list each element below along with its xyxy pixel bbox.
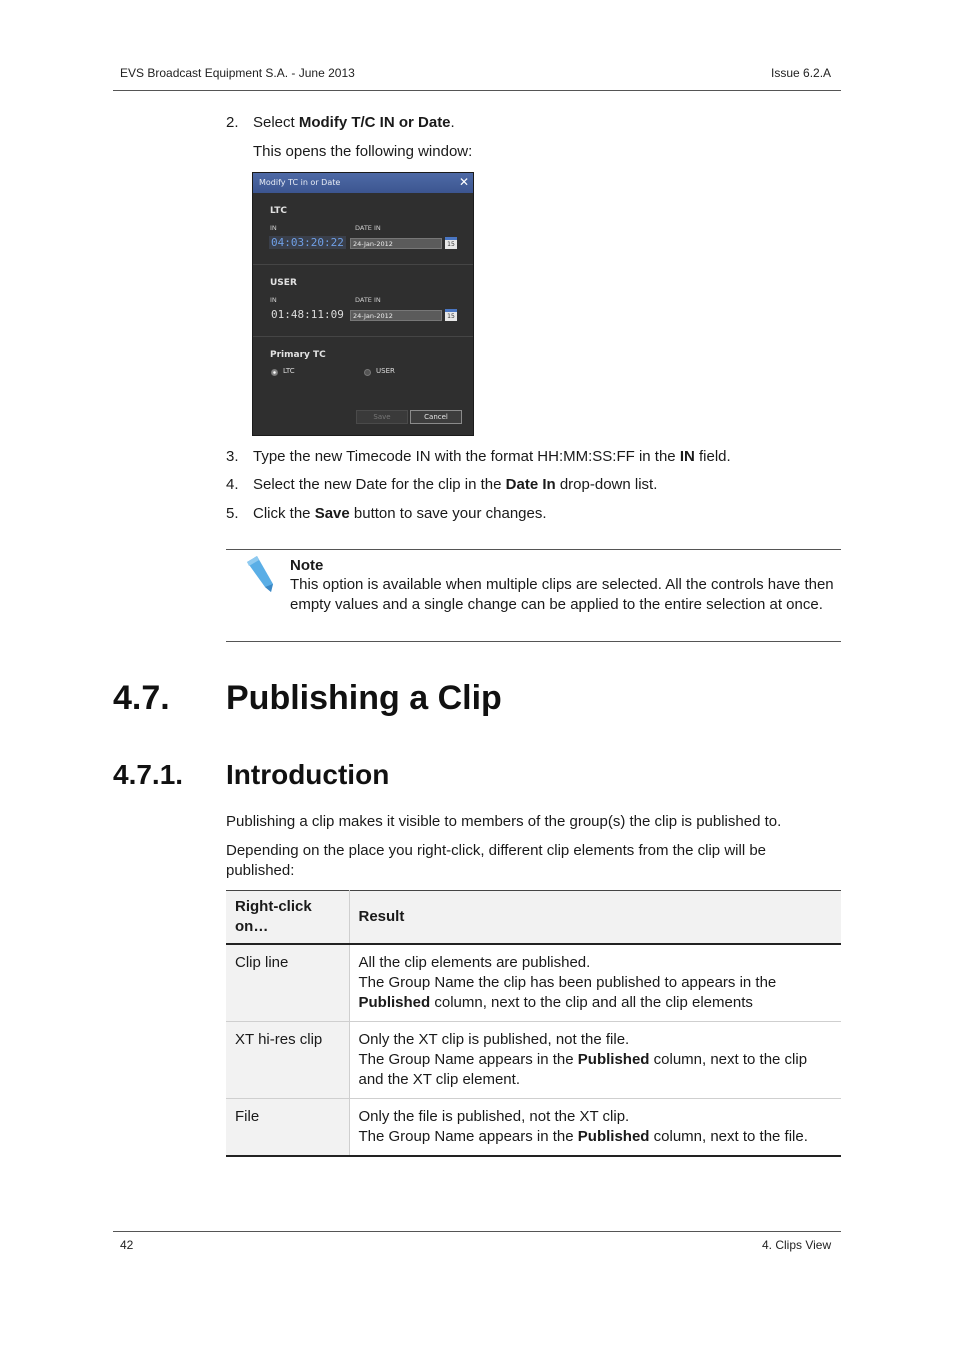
table-cell: Clip line (226, 944, 349, 1022)
note-bottom-rule (226, 641, 841, 642)
ltc-date-label: DATE IN (355, 224, 381, 232)
footer-rule (113, 1231, 841, 1232)
section-title: Publishing a Clip (226, 679, 502, 717)
ltc-calendar-icon[interactable]: 15 (445, 237, 457, 249)
table-cell: Only the XT clip is published, not the file. The Group Name appears in the Published column, next to the clip and the XT clip element. (349, 1022, 841, 1099)
section-divider (253, 336, 473, 337)
page-number: 42 (120, 1238, 134, 1252)
table-cell: Only the file is published, not the XT clip. The Group Name appears in the Published column, next to the file. (349, 1099, 841, 1157)
column-header: Result (349, 891, 841, 945)
ltc-in-label: IN (270, 224, 277, 232)
step-3-text: Type the new Timecode IN with the format HH:MM:SS:FF in the IN field. (253, 448, 731, 465)
step-2-number: 2. (226, 114, 239, 131)
dialog-title-bar (253, 173, 473, 193)
step-5-number: 5. (226, 505, 239, 522)
subsection-title: Introduction (226, 759, 390, 790)
pencil-icon (243, 554, 275, 594)
ltc-in-field[interactable]: 04:03:20:22 (271, 236, 344, 249)
column-header: Right-click on… (226, 891, 349, 945)
table-header-row (226, 891, 841, 945)
step-4-text: Select the new Date for the clip in the Date In drop-down list. (253, 476, 658, 493)
header-rule (113, 90, 841, 91)
primary-tc-title: Primary TC (270, 350, 326, 360)
table-cell: File (226, 1099, 349, 1157)
note-text: This option is available when multiple clips are selected. All the controls have then empty values and a single change can be applied to the entire selection at once. (290, 576, 834, 613)
step-3-number: 3. (226, 448, 239, 465)
user-in-field[interactable]: 01:48:11:09 (271, 308, 344, 321)
section-divider (253, 264, 473, 265)
step-4-number: 4. (226, 476, 239, 493)
dialog-title: Modify TC in or Date (259, 178, 341, 187)
user-calendar-icon[interactable]: 15 (445, 309, 457, 321)
section-number: 4.7. (113, 679, 170, 717)
cancel-button[interactable]: Cancel (410, 410, 462, 424)
step-5-text: Click the Save button to save your changes. (253, 505, 547, 522)
table-row (226, 944, 841, 1022)
note-title: Note (290, 557, 324, 574)
user-radio[interactable] (364, 369, 371, 376)
table-cell: XT hi-res clip (226, 1022, 349, 1099)
user-section-title: USER (270, 278, 297, 288)
table-cell: All the clip elements are published. The Group Name the clip has been published to appears in the Published column, next to the clip and all the clip elements (349, 944, 841, 1022)
step-2-text: Select Modify T/C IN or Date. (253, 114, 455, 131)
close-icon[interactable]: ✕ (458, 175, 469, 189)
user-date-label: DATE IN (355, 296, 381, 304)
opens-text: This opens the following window: (253, 143, 473, 160)
footer-chapter: 4. Clips View (762, 1238, 832, 1252)
user-in-label: IN (270, 296, 277, 304)
intro-paragraph: Publishing a clip makes it visible to members of the group(s) the clip is published to. (226, 813, 782, 830)
modify-tc-dialog (252, 172, 474, 436)
user-date-field[interactable]: 24-Jan-2012 (350, 310, 442, 321)
ltc-radio-label: LTC (283, 367, 295, 375)
header-left: EVS Broadcast Equipment S.A. - June 2013 (120, 66, 355, 80)
save-button[interactable]: Save (356, 410, 408, 424)
ltc-radio[interactable] (271, 369, 278, 376)
depending-paragraph: Depending on the place you right-click, different clip elements from the clip will be published: (226, 842, 766, 879)
table-row (226, 1022, 841, 1099)
table-row (226, 1099, 841, 1157)
note-top-rule (226, 549, 841, 550)
header-right: Issue 6.2.A (771, 66, 832, 80)
ltc-section-title: LTC (270, 206, 287, 216)
user-radio-label: USER (376, 367, 395, 375)
ltc-date-field[interactable]: 24-Jan-2012 (350, 238, 442, 249)
publish-results-table (226, 890, 841, 1157)
subsection-number: 4.7.1. (113, 759, 184, 790)
